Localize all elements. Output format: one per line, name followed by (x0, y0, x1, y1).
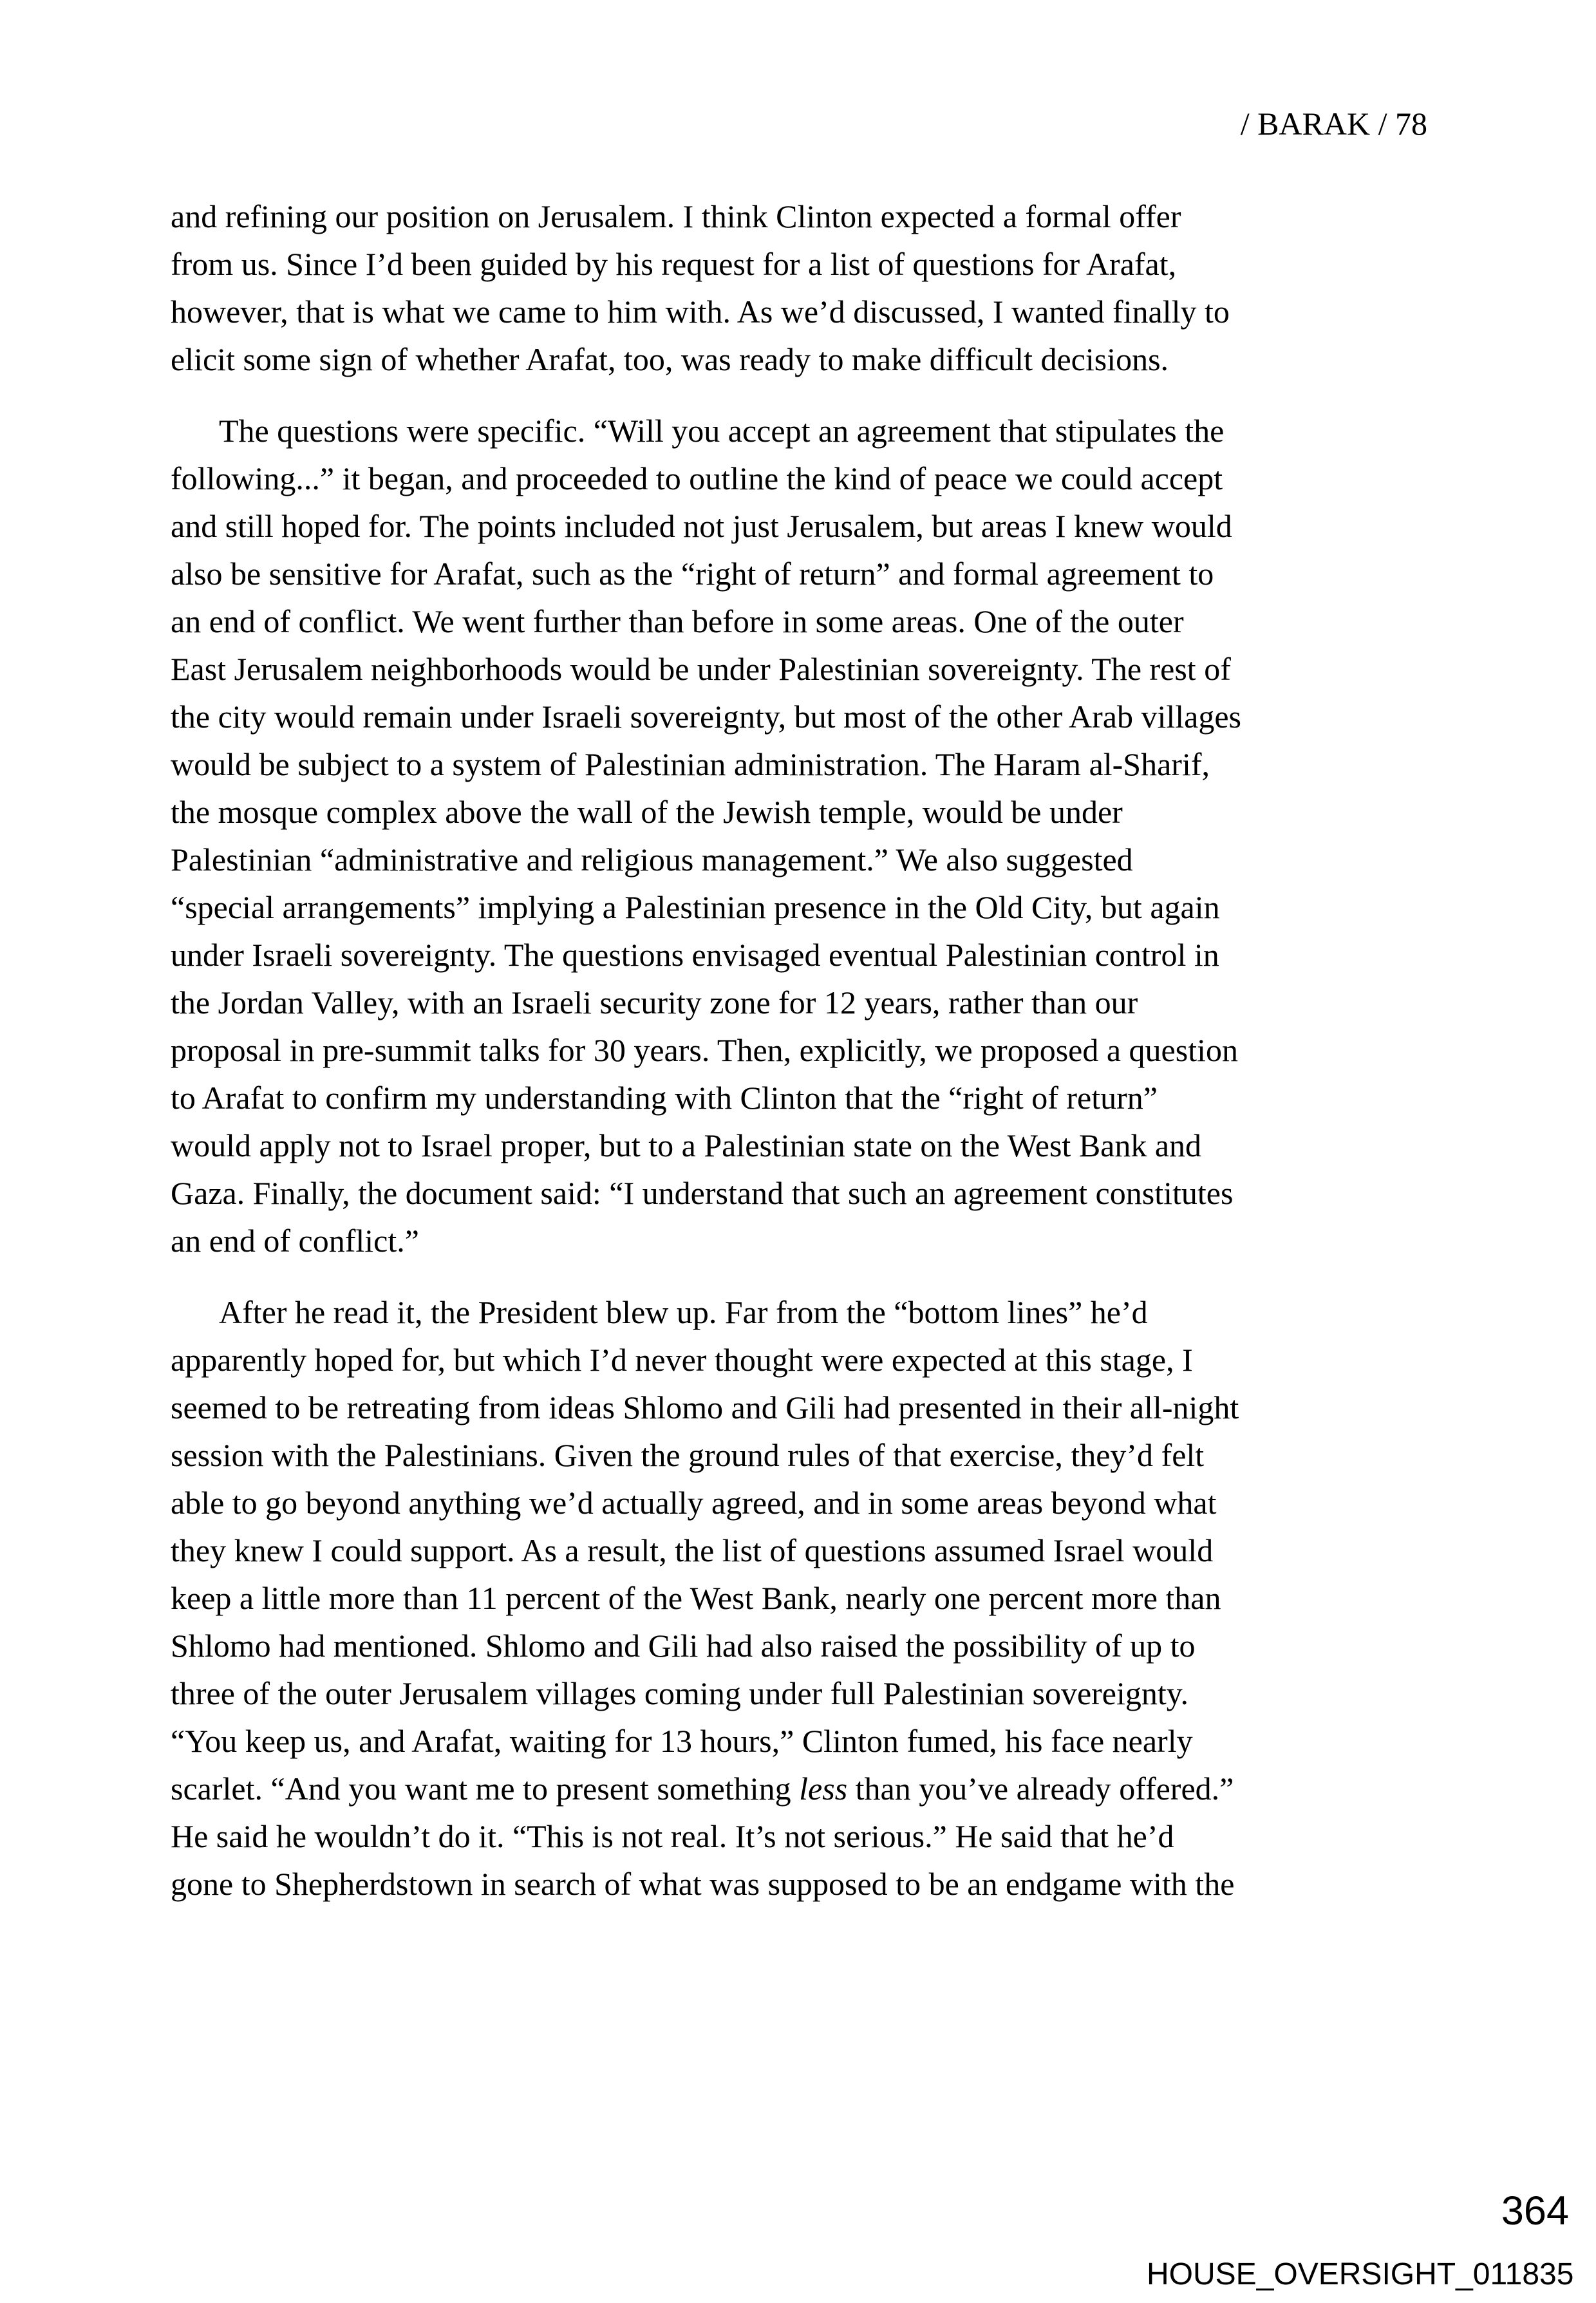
text-line: Palestinian “administrative and religious management.” We also suggested (171, 841, 1133, 878)
text-line: three of the outer Jerusalem villages coming under full Palestinian sovereignty. (171, 1675, 1189, 1711)
text-line: The questions were specific. “Will you accept an agreement that stipulates the (219, 413, 1225, 449)
text-line: Gaza. Finally, the document said: “I understand that such an agreement constitutes (171, 1175, 1234, 1211)
text-line: He said he wouldn’t do it. “This is not real. It’s not serious.” He said that he’d (171, 1818, 1174, 1854)
text-line: East Jerusalem neighborhoods would be under Palestinian sovereignty. The rest of (171, 651, 1231, 687)
text-line: “You keep us, and Arafat, waiting for 13 hours,” Clinton fumed, his face nearly (171, 1723, 1193, 1759)
text-line: gone to Shepherdstown in search of what was supposed to be an endgame with the (171, 1866, 1235, 1902)
text-line: session with the Palestinians. Given the ground rules of that exercise, they’d felt (171, 1437, 1205, 1473)
text-line: an end of conflict.” (171, 1223, 419, 1259)
text-line: proposal in pre-summit talks for 30 years. Then, explicitly, we proposed a question (171, 1032, 1238, 1068)
text-line: Shlomo had mentioned. Shlomo and Gili had also raised the possibility of up to (171, 1628, 1196, 1664)
text-line: elicit some sign of whether Arafat, too, was ready to make difficult decisions. (171, 341, 1169, 377)
text-line: and still hoped for. The points included not just Jerusalem, but areas I knew would (171, 508, 1232, 544)
text-line: and refining our position on Jerusalem. I think Clinton expected a formal offer (171, 198, 1181, 234)
text-line: apparently hoped for, but which I’d never thought were expected at this stage, I (171, 1342, 1193, 1378)
text-line: the city would remain under Israeli sovereignty, but most of the other Arab villages (171, 699, 1241, 735)
text-segment: than you’ve already offered.” (847, 1771, 1234, 1807)
page-number: 364 (1501, 2188, 1569, 2233)
emphasized-text: less (799, 1771, 848, 1807)
paragraph (171, 407, 1432, 1264)
text-segment: scarlet. “And you want me to present something (171, 1771, 800, 1807)
paragraph (171, 193, 1432, 383)
text-line: “special arrangements” implying a Palestinian presence in the Old City, but again (171, 889, 1220, 925)
text-line: the Jordan Valley, with an Israeli security zone for 12 years, rather than our (171, 984, 1138, 1020)
text-line: would apply not to Israel proper, but to a Palestinian state on the West Bank and (171, 1127, 1202, 1163)
text-line: from us. Since I’d been guided by his request for a list of questions for Arafat, (171, 246, 1177, 282)
text-line: keep a little more than 11 percent of the West Bank, nearly one percent more than (171, 1580, 1221, 1616)
text-line: able to go beyond anything we’d actually agreed, and in some areas beyond what (171, 1485, 1217, 1521)
paragraph (171, 1288, 1432, 1908)
text-line: After he read it, the President blew up. Far from the “bottom lines” he’d (219, 1294, 1148, 1330)
page-header: / BARAK / 78 (1240, 106, 1427, 142)
text-line: also be sensitive for Arafat, such as the “right of return” and formal agreement to (171, 556, 1214, 592)
text-line: under Israeli sovereignty. The questions envisaged eventual Palestinian control in (171, 937, 1219, 973)
text-line: following...” it began, and proceeded to outline the kind of peace we could accept (171, 460, 1223, 496)
text-line: to Arafat to confirm my understanding with Clinton that the “right of return” (171, 1080, 1158, 1116)
text-line: would be subject to a system of Palestinian administration. The Haram al-Sharif, (171, 746, 1210, 782)
text-line (171, 1765, 1432, 1812)
text-line: however, that is what we came to him with. As we’d discussed, I wanted finally to (171, 294, 1230, 330)
text-line: the mosque complex above the wall of the Jewish temple, would be under (171, 794, 1123, 830)
bates-stamp: HOUSE_OVERSIGHT_011835 (1147, 2257, 1574, 2291)
text-line: an end of conflict. We went further than before in some areas. One of the outer (171, 603, 1184, 639)
text-line: they knew I could support. As a result, the list of questions assumed Israel would (171, 1532, 1214, 1568)
document-body (171, 193, 1432, 1908)
text-line: seemed to be retreating from ideas Shlomo and Gili had presented in their all-night (171, 1389, 1239, 1425)
